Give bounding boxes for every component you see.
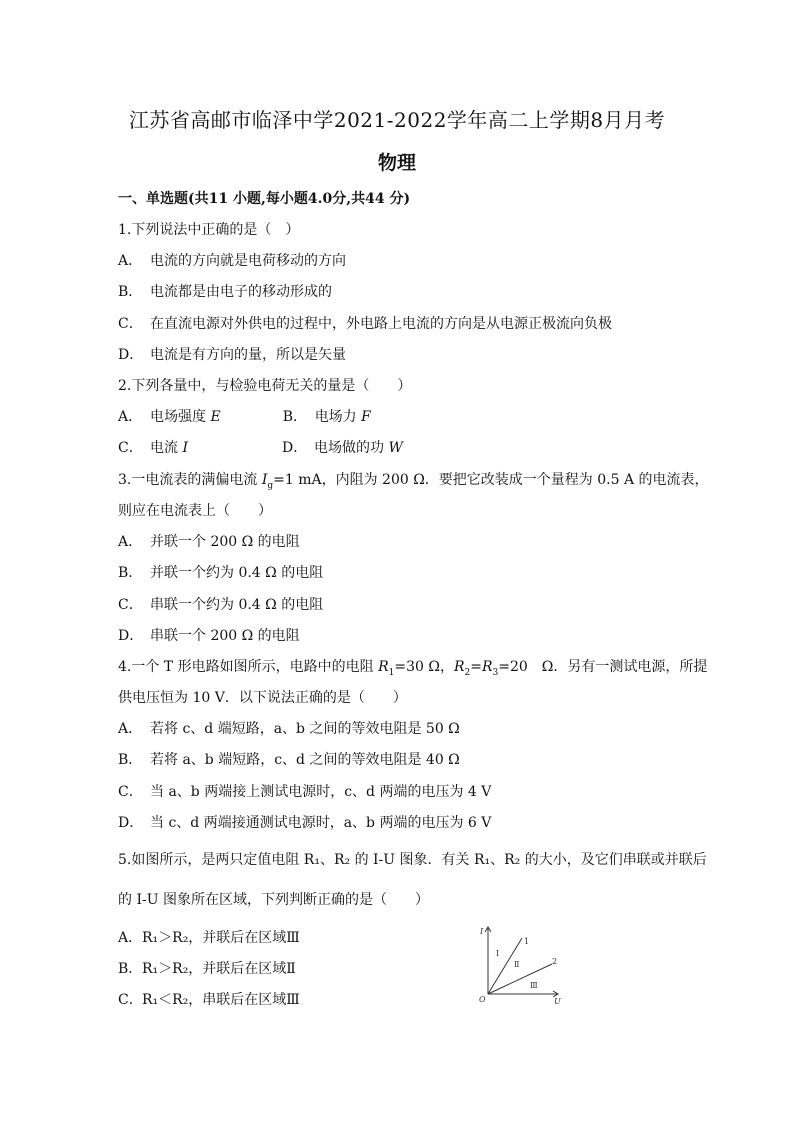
stem-symbol: I xyxy=(261,472,268,488)
option-label: B． xyxy=(118,752,143,768)
option-text: R₁＞R₂，并联后在区域Ⅲ xyxy=(142,930,300,946)
option-label: A． xyxy=(118,930,143,946)
question-5-option-c xyxy=(118,989,300,1009)
option-text: 当 a、b 两端接上测试电源时，c、d 两端的电压为 4 V xyxy=(150,784,492,800)
option-label: D． xyxy=(281,440,308,456)
option-label: A． xyxy=(118,409,143,425)
option-label: C． xyxy=(118,784,143,800)
option-label: C． xyxy=(118,316,143,332)
option-text: 电场强度 xyxy=(150,409,206,425)
question-4-option-a xyxy=(118,718,460,738)
option-symbol: E xyxy=(210,409,221,425)
option-text: 串联一个约为 0.4 Ω 的电阻 xyxy=(150,597,324,613)
question-1-stem: 1.下列说法中正确的是（ ） xyxy=(118,222,300,238)
question-2-options-ab xyxy=(118,406,371,426)
question-4-stem-line2: 供电压恒为 10 V．以下说法正确的是（ ） xyxy=(118,690,407,706)
option-text: 若将 c、d 端短路，a、b 之间的等效电阻是 50 Ω xyxy=(150,721,460,737)
option-label: D． xyxy=(118,347,144,363)
question-4-option-b xyxy=(118,749,460,769)
option-label: B． xyxy=(118,961,143,977)
question-1-option-a xyxy=(118,250,346,270)
option-text: 在直流电源对外供电的过程中，外电路上电流的方向是从电源正极流向负极 xyxy=(150,316,612,332)
iu-graph xyxy=(474,922,570,1006)
stem-subscript: 3 xyxy=(492,667,499,678)
option-text: R₁＞R₂，并联后在区域Ⅱ xyxy=(142,961,296,977)
option-text: 若将 a、b 端短路，c、d 之间的等效电阻是 40 Ω xyxy=(150,752,460,768)
stem-symbol: R xyxy=(453,659,465,675)
option-label: B． xyxy=(118,284,143,300)
stem-subscript: 2 xyxy=(464,667,471,678)
option-label: B． xyxy=(118,565,143,581)
region-1-label: Ⅰ xyxy=(496,949,500,958)
option-label: A． xyxy=(118,534,143,550)
axis-label-u: U xyxy=(554,997,561,1006)
question-5-option-b xyxy=(118,958,296,978)
axis-label-i: I xyxy=(480,927,484,936)
stem-subscript: 1 xyxy=(388,667,395,678)
option-label: C． xyxy=(118,992,143,1008)
option-label: D． xyxy=(118,815,144,831)
option-symbol: I xyxy=(182,440,188,456)
option-text: R₁＜R₂，串联后在区域Ⅲ xyxy=(142,992,300,1008)
question-4-option-d xyxy=(118,812,491,832)
option-text: 电场力 xyxy=(314,409,357,425)
option-label: B． xyxy=(282,409,307,425)
line-2-label: 2 xyxy=(552,957,558,966)
stem-symbol: R xyxy=(378,659,389,675)
option-label: C． xyxy=(118,597,143,613)
stem-text: 4.一个 T 形电路如图所示，电路中的电阻 xyxy=(118,659,374,675)
stem-text: =20 Ω．另有一测试电源，所提 xyxy=(498,659,708,675)
stem-text: =1 mA，内阻为 200 Ω．要把它改装成一个量程为 0.5 A 的电流表， xyxy=(273,472,709,488)
question-5-stem-line2: 的 I-U 图象所在区域，下列判断正确的是（ ） xyxy=(118,892,429,908)
question-5-stem: 5.如图所示，是两只定值电阻 R₁、R₂ 的 I-U 图象．有关 R₁、R₂ 的大小，及它们串联或并联后 xyxy=(118,852,707,868)
question-1-option-b xyxy=(118,281,332,301)
question-3-option-c xyxy=(118,594,323,614)
option-text: 电流是有方向的量，所以是矢量 xyxy=(150,347,346,363)
question-4-option-c xyxy=(118,781,491,801)
line-1-label: 1 xyxy=(524,937,530,946)
option-text: 电流都是由电子的移动形成的 xyxy=(150,284,332,300)
option-text: 并联一个 200 Ω 的电阻 xyxy=(150,534,300,550)
option-text: 电场做的功 xyxy=(313,440,384,456)
option-text: 电流的方向就是电荷移动的方向 xyxy=(150,253,346,269)
question-2-stem: 2.下列各量中，与检验电荷无关的量是（ ） xyxy=(118,378,412,394)
option-label: A． xyxy=(118,721,143,737)
option-label: A． xyxy=(118,253,143,269)
question-1-option-d xyxy=(118,344,346,364)
question-3-stem xyxy=(118,469,709,491)
question-3-stem-line2: 则应在电流表上（ ） xyxy=(118,503,272,519)
option-text: 并联一个约为 0.4 Ω 的电阻 xyxy=(150,565,324,581)
option-text: 串联一个 200 Ω 的电阻 xyxy=(150,628,300,644)
origin-label: O xyxy=(479,995,486,1004)
option-symbol: F xyxy=(361,409,371,425)
region-2-label: Ⅱ xyxy=(514,960,520,969)
option-text: 当 c、d 两端接通测试电源时，a、b 两端的电压为 6 V xyxy=(150,815,492,831)
stem-subscript: g xyxy=(267,480,274,491)
stem-symbol: R xyxy=(481,659,493,675)
question-3-option-b xyxy=(118,562,323,582)
question-5-option-a xyxy=(118,927,300,947)
option-label: D． xyxy=(118,628,144,644)
exam-title: 江苏省高邮市临泽中学2021-2022学年高二上学期8月月考 xyxy=(128,108,666,132)
stem-text: 3.一电流表的满偏电流 xyxy=(118,472,258,488)
question-1-option-c xyxy=(118,313,612,333)
exam-subject: 物理 xyxy=(377,152,416,174)
option-symbol: W xyxy=(388,440,403,456)
question-3-option-a xyxy=(118,531,300,551)
question-2-options-cd xyxy=(118,437,403,457)
question-4-stem xyxy=(118,656,707,678)
section-heading: 一、单选题(共11 小题,每小题4.0分,共44 分) xyxy=(118,191,411,207)
region-3-label: Ⅲ xyxy=(530,981,538,990)
stem-text: =30 Ω， xyxy=(394,659,454,675)
question-3-option-d xyxy=(118,625,300,645)
option-text: 电流 xyxy=(150,440,178,456)
stem-text: = xyxy=(470,659,482,675)
option-label: C． xyxy=(118,440,143,456)
